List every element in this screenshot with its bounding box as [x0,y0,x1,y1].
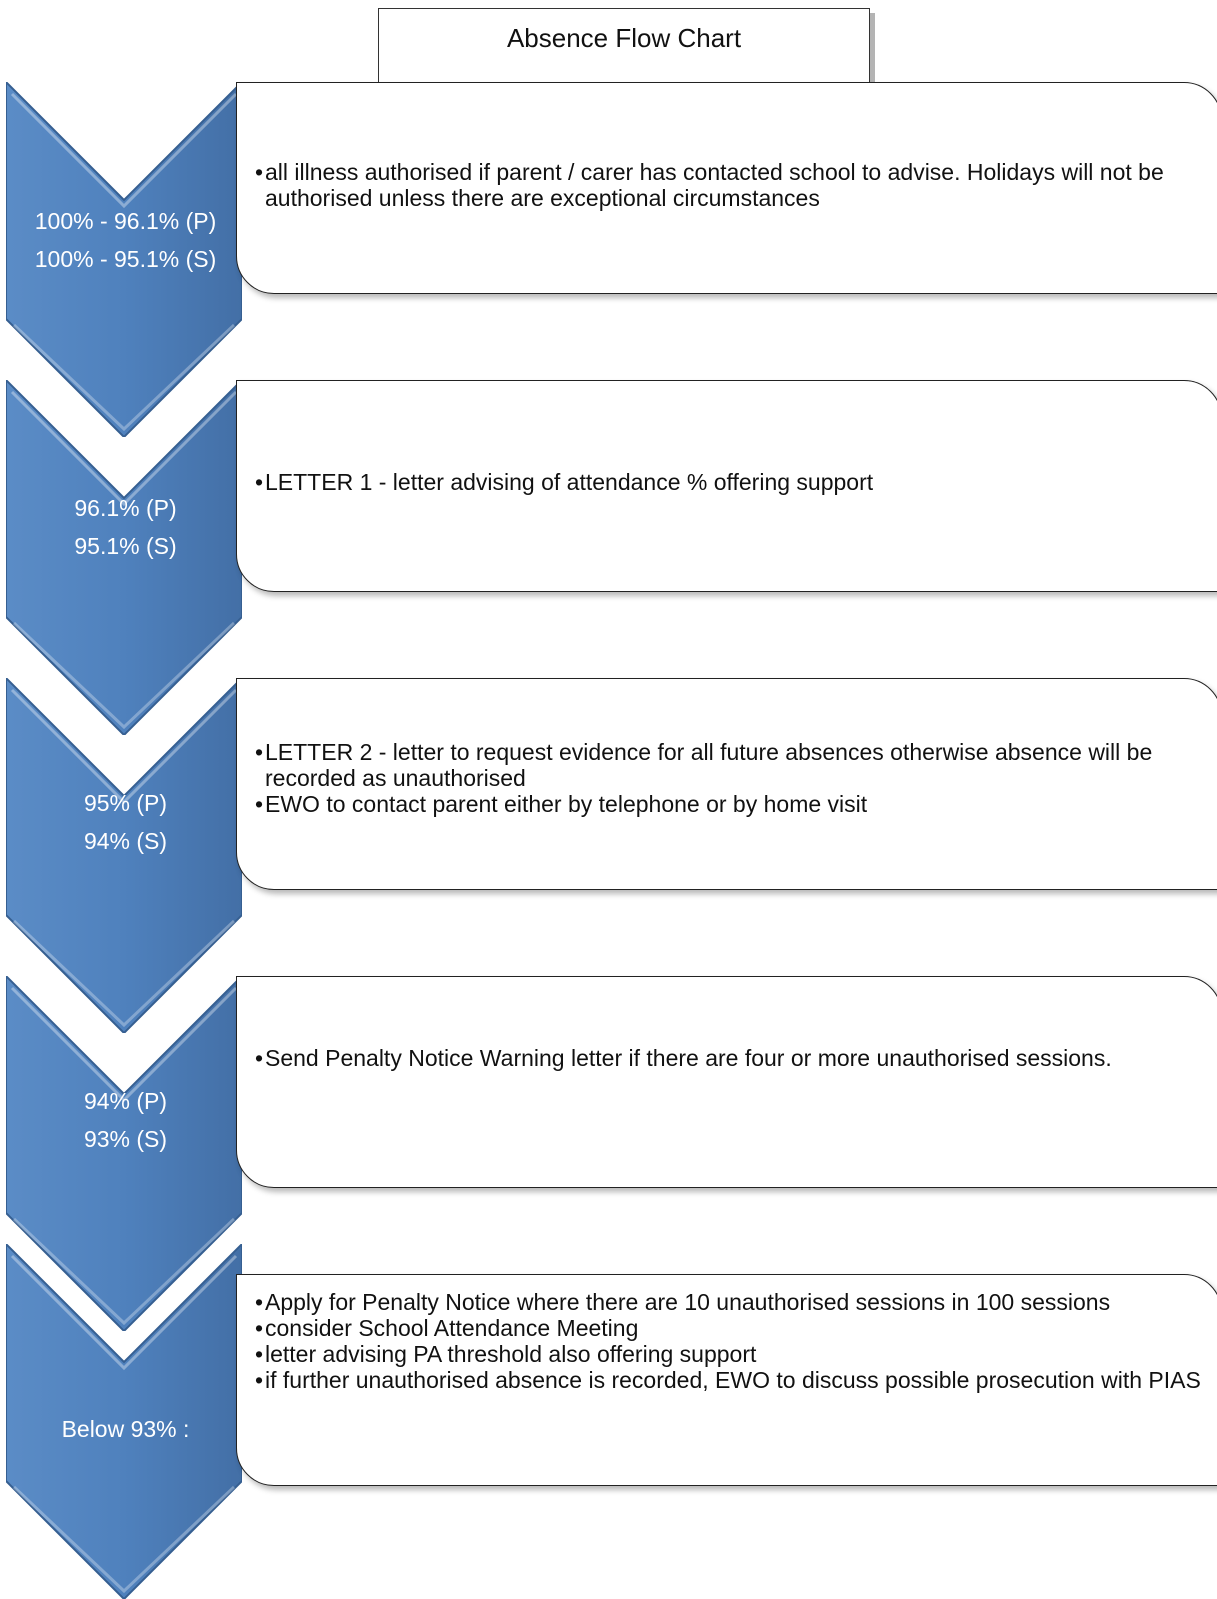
step-card [236,82,1217,294]
step-threshold [0,784,251,860]
step-bullet: • Apply for Penalty Notice where there are 10 unauthorised sessions in 100 sessions [255,1289,1201,1315]
threshold-line: 95% (P) [83,790,168,816]
step-bullet-list [255,159,1201,211]
step-bullet-list [255,739,1201,817]
step-threshold [0,202,251,278]
step-bullet: • letter advising PA threshold also offering support [255,1341,1201,1367]
step-threshold [0,489,251,565]
step-threshold [0,1082,251,1158]
threshold-line: 94% (P) [83,1088,168,1114]
step-bullet: • LETTER 1 - letter advising of attendance % offering support [255,469,1201,495]
threshold-line: 93% (S) [83,1126,168,1152]
step-card [236,1274,1217,1486]
step-card [236,678,1217,890]
step-bullet-list [255,1045,1201,1071]
step-bullet-list [255,469,1201,495]
threshold-line: 94% (S) [83,828,168,854]
step-bullet: • Send Penalty Notice Warning letter if there are four or more unauthorised sessions. [255,1045,1201,1071]
step-bullet: • if further unauthorised absence is recorded, EWO to discuss possible prosecution with PIAS [255,1367,1201,1393]
step-bullet-list [255,1289,1201,1393]
step-bullet: • LETTER 2 - letter to request evidence for all future absences otherwise absence will be recorded as unauthorised [255,739,1201,791]
threshold-line: 100% - 96.1% (P) [34,208,217,234]
step-bullet: • EWO to contact parent either by telephone or by home visit [255,791,1201,817]
threshold-line: Below 93% : [61,1416,190,1442]
step-card [236,976,1217,1188]
chart-title: Absence Flow Chart [506,23,742,53]
step-bullet: • consider School Attendance Meeting [255,1315,1201,1341]
step-bullet: • all illness authorised if parent / carer has contacted school to advise. Holidays will not be authorised unless there are exceptional circumstances [255,159,1201,211]
threshold-line: 96.1% (P) [74,495,177,521]
threshold-line: 95.1% (S) [74,533,177,559]
step-threshold [0,1410,251,1448]
step-card [236,380,1217,592]
threshold-line: 100% - 95.1% (S) [34,246,217,272]
